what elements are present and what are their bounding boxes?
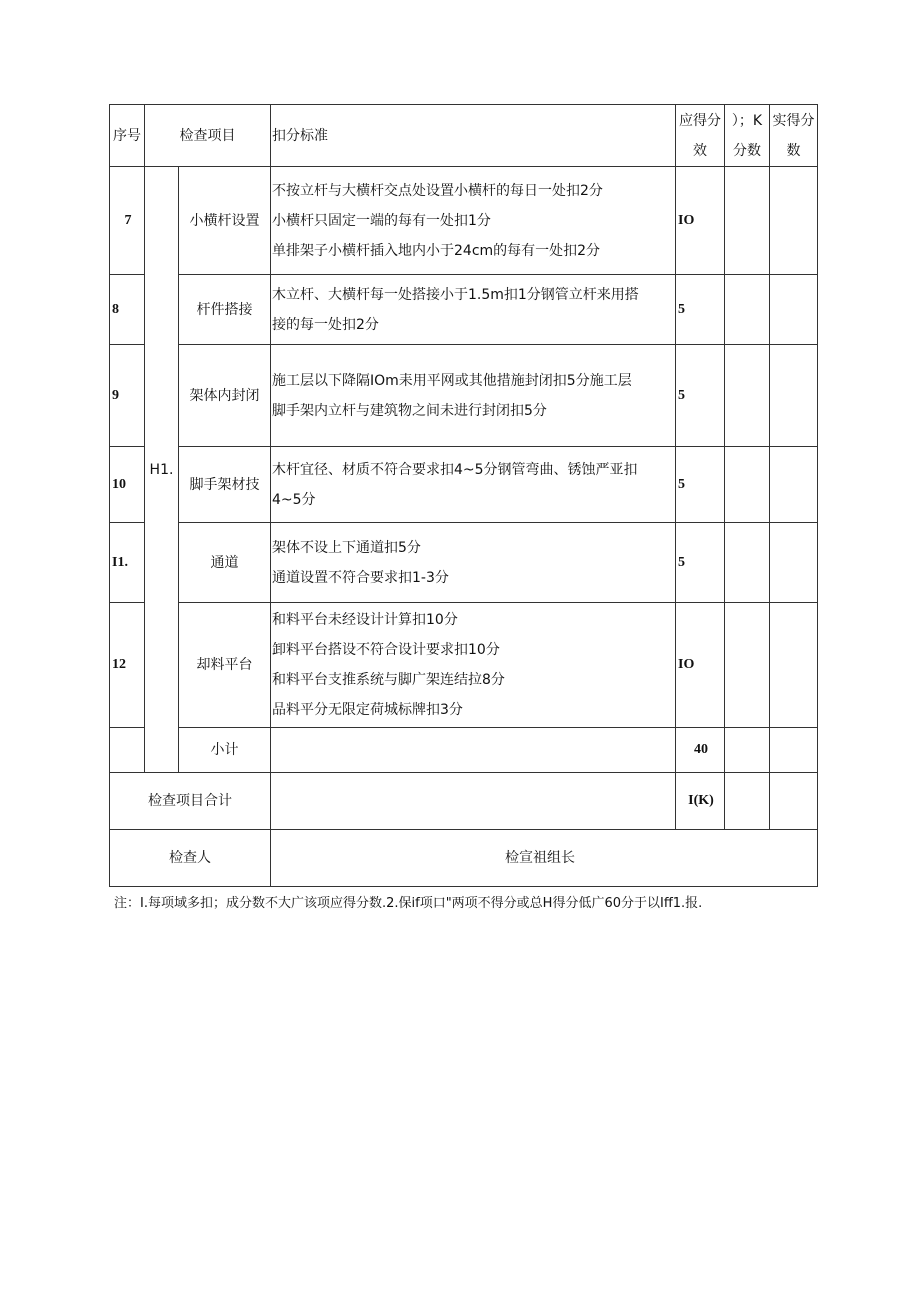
subtotal-label: 小计 (179, 728, 271, 773)
header-row (110, 105, 818, 167)
row-criteria (271, 345, 676, 447)
row-criteria (271, 167, 676, 275)
table-row (110, 523, 818, 603)
row-seq: 9 (110, 345, 145, 447)
criteria-line: 木立杆、大横杆每一处搭接小于1.5m扣1分钢管立杆来用搭 (272, 286, 639, 303)
criteria-line: 单排架子小横杆插入地内小于24cm的每有一处扣2分 (272, 242, 601, 259)
row-actual-cell (770, 345, 818, 447)
criteria-line: 和料平台支推系统与脚广架连结拉8分 (272, 672, 505, 688)
total-score: I(K) (676, 773, 725, 830)
total-criteria-cell (271, 773, 676, 830)
row-seq: 10 (110, 447, 145, 523)
row-item: 架体内封闭 (179, 345, 271, 447)
row-actual-cell (770, 523, 818, 603)
table-row (110, 345, 818, 447)
row-actual-cell (770, 603, 818, 728)
row-seq: 7 (110, 167, 145, 275)
header-seq: 序号 (110, 105, 145, 167)
row-deduct-cell (725, 447, 770, 523)
total-actual-cell (770, 773, 818, 830)
row-deduct-cell (725, 523, 770, 603)
row-score: 5 (676, 275, 725, 345)
criteria-line: 小横杆只固定一端的每有一处扣1分 (272, 212, 491, 229)
row-criteria (271, 447, 676, 523)
row-score: IO (676, 603, 725, 728)
criteria-line: 木杆宜径、材质不符合要求扣4~5分钢管弯曲、锈蚀严亚扣 (272, 461, 638, 478)
row-seq: 12 (110, 603, 145, 728)
header-standard: 扣分标准 (271, 105, 676, 167)
total-label: 检查项目合计 (110, 773, 271, 830)
criteria-line: 不按立杆与大横杆交点处设置小横杆的每日一处扣2分 (272, 182, 603, 199)
subtotal-row (110, 728, 818, 773)
subtotal-criteria-cell (271, 728, 676, 773)
header-item: 检查项目 (145, 105, 271, 167)
header-due-score: 应得分效 (676, 105, 725, 167)
subtotal-score: 40 (676, 728, 725, 773)
inspector-label: 检查人 (110, 830, 271, 887)
header-actual-score: 实得分数 (770, 105, 818, 167)
criteria-line: 品料平分无限定荷城标牌扣3分 (272, 702, 463, 718)
row-item: 脚手架材技 (179, 447, 271, 523)
table-row (110, 167, 818, 275)
row-deduct-cell (725, 603, 770, 728)
group-label: H1. (145, 167, 179, 773)
row-score: 5 (676, 345, 725, 447)
header-deduct-score: ）；K分数 (725, 105, 770, 167)
criteria-line: 通道设置不符合要求扣1-3分 (272, 569, 449, 586)
subtotal-seq-cell (110, 728, 145, 773)
row-deduct-cell (725, 167, 770, 275)
subtotal-deduct-cell (725, 728, 770, 773)
criteria-line: 和料平台未经设计计算扣10分 (272, 612, 458, 628)
row-criteria (271, 523, 676, 603)
subtotal-actual-cell (770, 728, 818, 773)
row-actual-cell (770, 447, 818, 523)
total-row (110, 773, 818, 830)
row-deduct-cell (725, 345, 770, 447)
criteria-line: 4~5分 (272, 491, 316, 508)
leader-label: 检宣祖组长 (271, 830, 818, 887)
row-item: 通道 (179, 523, 271, 603)
table-row (110, 275, 818, 345)
criteria-line: 卸料平台搭设不符合设计要求扣10分 (272, 642, 500, 658)
criteria-line: 施工层以下降隔IOm耒用平网或其他措施封闭扣5分施工层 (272, 372, 632, 389)
total-deduct-cell (725, 773, 770, 830)
inspection-table (109, 104, 818, 887)
row-item: 小横杆设置 (179, 167, 271, 275)
criteria-line: 接的每一处扣2分 (272, 316, 379, 333)
row-seq: I1. (110, 523, 145, 603)
footnote: 注：I.每项域多扣；成分数不大广该项应得分数.2.保if项口"两项不得分或总H得分低广60分于以Iff1.报. (114, 896, 703, 911)
criteria-line: 架体不设上下通道扣5分 (272, 539, 421, 556)
table-row (110, 447, 818, 523)
criteria-line: 脚手架内立杆与建筑物之间未进行封闭扣5分 (272, 402, 547, 419)
row-score: IO (676, 167, 725, 275)
row-seq: 8 (110, 275, 145, 345)
table-row (110, 603, 818, 728)
row-actual-cell (770, 275, 818, 345)
row-criteria (271, 275, 676, 345)
row-item: 杆件搭接 (179, 275, 271, 345)
signoff-row (110, 830, 818, 887)
row-actual-cell (770, 167, 818, 275)
row-criteria (271, 603, 676, 728)
row-deduct-cell (725, 275, 770, 345)
row-item: 却料平台 (179, 603, 271, 728)
row-score: 5 (676, 523, 725, 603)
row-score: 5 (676, 447, 725, 523)
